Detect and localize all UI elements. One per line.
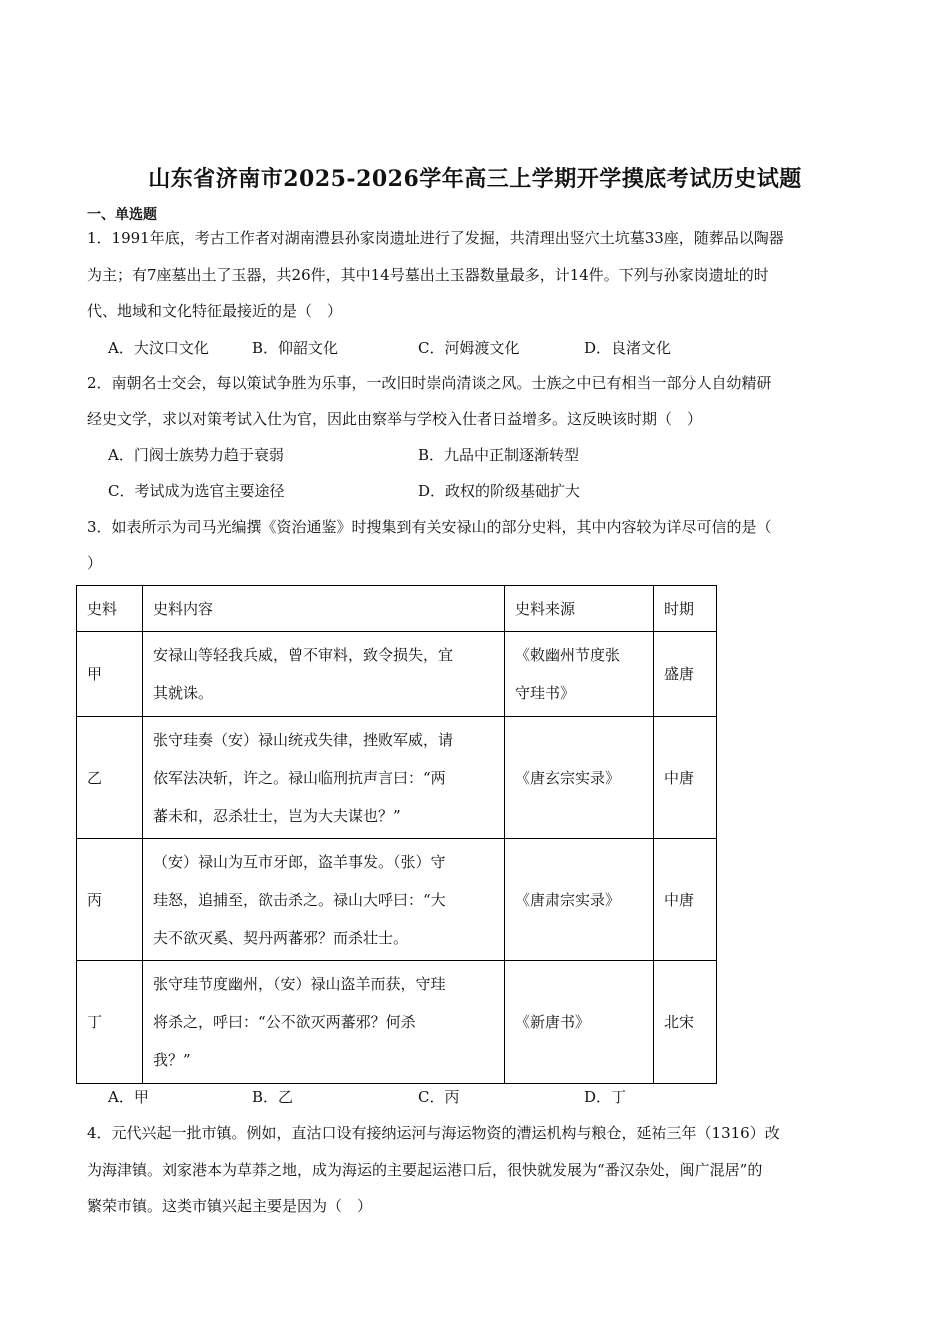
table-header-row <box>77 586 717 632</box>
row-label: 丙 <box>77 839 143 961</box>
q3-option-c[interactable]: C．丙 <box>418 1088 460 1106</box>
header-cell: 史料 <box>77 586 143 632</box>
page-title: 山东省济南市2025-2026学年高三上学期开学摸底考试历史试题 <box>148 166 802 192</box>
source-table <box>76 585 717 1084</box>
table-row <box>77 839 717 961</box>
q3-option-b[interactable]: B．乙 <box>252 1088 294 1106</box>
content-line: 张守珪节度幽州，（安）禄山盗羊而获，守珪 <box>153 975 446 993</box>
source-line: 《唐玄宗实录》 <box>515 768 621 787</box>
source-line: 《唐肃宗实录》 <box>515 890 621 909</box>
source-line: 《敕幽州节度张 <box>515 646 621 664</box>
row-label: 乙 <box>77 717 143 839</box>
row-content <box>143 717 505 839</box>
row-source <box>505 839 654 961</box>
content-line: （安）禄山为互市牙郎，盗羊事发。（张）守 <box>153 852 446 871</box>
q3-line-1: 3．如表所示为司马光编撰《资治通鉴》时搜集到有关安禄山的部分史料，其中内容较为详尽可信的是（ <box>87 518 772 536</box>
q3-line-2: ） <box>87 554 103 572</box>
section-heading: 一、单选题 <box>87 207 157 223</box>
header-cell: 时期 <box>654 586 717 632</box>
table-row <box>77 632 717 717</box>
row-period: 中唐 <box>654 717 717 839</box>
q4-line-3: 繁荣市镇。这类市镇兴起主要是因为（ ） <box>87 1197 373 1215</box>
q1-option-c[interactable]: C．河姆渡文化 <box>418 339 520 357</box>
table-row <box>77 717 717 839</box>
source-line: 守珪书》 <box>515 684 576 702</box>
table-row <box>77 961 717 1084</box>
content-line: 其就诛。 <box>153 684 214 702</box>
row-content <box>143 961 505 1084</box>
q2-line-2: 经史文学，求以对策考试入仕为官，因此由察举与学校入仕者日益增多。这反映该时期（ ） <box>87 410 703 428</box>
row-period: 中唐 <box>654 839 717 961</box>
row-period: 盛唐 <box>654 632 717 717</box>
row-content <box>143 632 505 717</box>
content-line: 将杀之，呼曰：“公不欲灭两蕃邪？何杀 <box>153 1013 416 1031</box>
content-line: 我？” <box>153 1051 191 1069</box>
q4-line-1: 4．元代兴起一批市镇。例如，直沽口设有接纳运河与海运物资的漕运机构与粮仓，延祐三年（1316）改 <box>87 1124 780 1142</box>
content-line: 张守珪奏（安）禄山统戎失律，挫败军威，请 <box>153 730 454 749</box>
q1-option-a[interactable]: A．大汶口文化 <box>108 339 209 357</box>
row-content <box>143 839 505 961</box>
content-line: 夫不欲灭奚、契丹两蕃邪？而杀壮士。 <box>153 928 409 947</box>
q1-option-b[interactable]: B．仰韶文化 <box>252 339 339 357</box>
row-source <box>505 961 654 1084</box>
q1-line-3: 代、地域和文化特征最接近的是（ ） <box>87 302 343 320</box>
row-source <box>505 632 654 717</box>
q1-line-2: 为主；有7座墓出土了玉器，共26件，其中14号墓出土玉器数量最多，计14件。下列与孙家岗遗址的时 <box>87 266 769 284</box>
q2-option-b[interactable]: B．九品中正制逐渐转型 <box>418 446 580 464</box>
content-line: 安禄山等轻我兵威，曾不审料，致令损失，宜 <box>153 646 454 664</box>
content-line: 珪怒，追捕至，欲击杀之。禄山大呼曰：“大 <box>153 890 446 909</box>
header-cell: 史料来源 <box>505 586 654 632</box>
row-period: 北宋 <box>654 961 717 1084</box>
q3-option-a[interactable]: A．甲 <box>108 1088 149 1106</box>
source-line: 《新唐书》 <box>515 1013 591 1031</box>
row-label: 甲 <box>77 632 143 717</box>
q2-line-1: 2．南朝名士交会，每以策试争胜为乐事，一改旧时崇尚清谈之风。士族之中已有相当一部分人自幼精研 <box>87 374 772 392</box>
row-source <box>505 717 654 839</box>
content-line: 蕃未和，忍杀壮士，岂为大夫谋也？” <box>153 806 401 825</box>
row-label: 丁 <box>77 961 143 1084</box>
content-line: 依军法决斩，许之。禄山临刑抗声言曰：“两 <box>153 768 446 787</box>
header-cell: 史料内容 <box>143 586 505 632</box>
q4-line-2: 为海津镇。刘家港本为草莽之地，成为海运的主要起运港口后，很快就发展为“番汉杂处，闽广混居”的 <box>87 1161 763 1179</box>
q2-option-c[interactable]: C．考试成为选官主要途径 <box>108 482 285 500</box>
q3-option-d[interactable]: D．丁 <box>584 1088 627 1106</box>
q1-line-1: 1．1991年底，考古工作者对湖南澧县孙家岗遗址进行了发掘，共清理出竖穴土坑墓33座，随葬品以陶器 <box>87 229 784 247</box>
q2-option-d[interactable]: D．政权的阶级基础扩大 <box>418 482 581 500</box>
q2-option-a[interactable]: A．门阀士族势力趋于衰弱 <box>108 446 284 464</box>
q1-option-d[interactable]: D．良渚文化 <box>584 339 672 357</box>
